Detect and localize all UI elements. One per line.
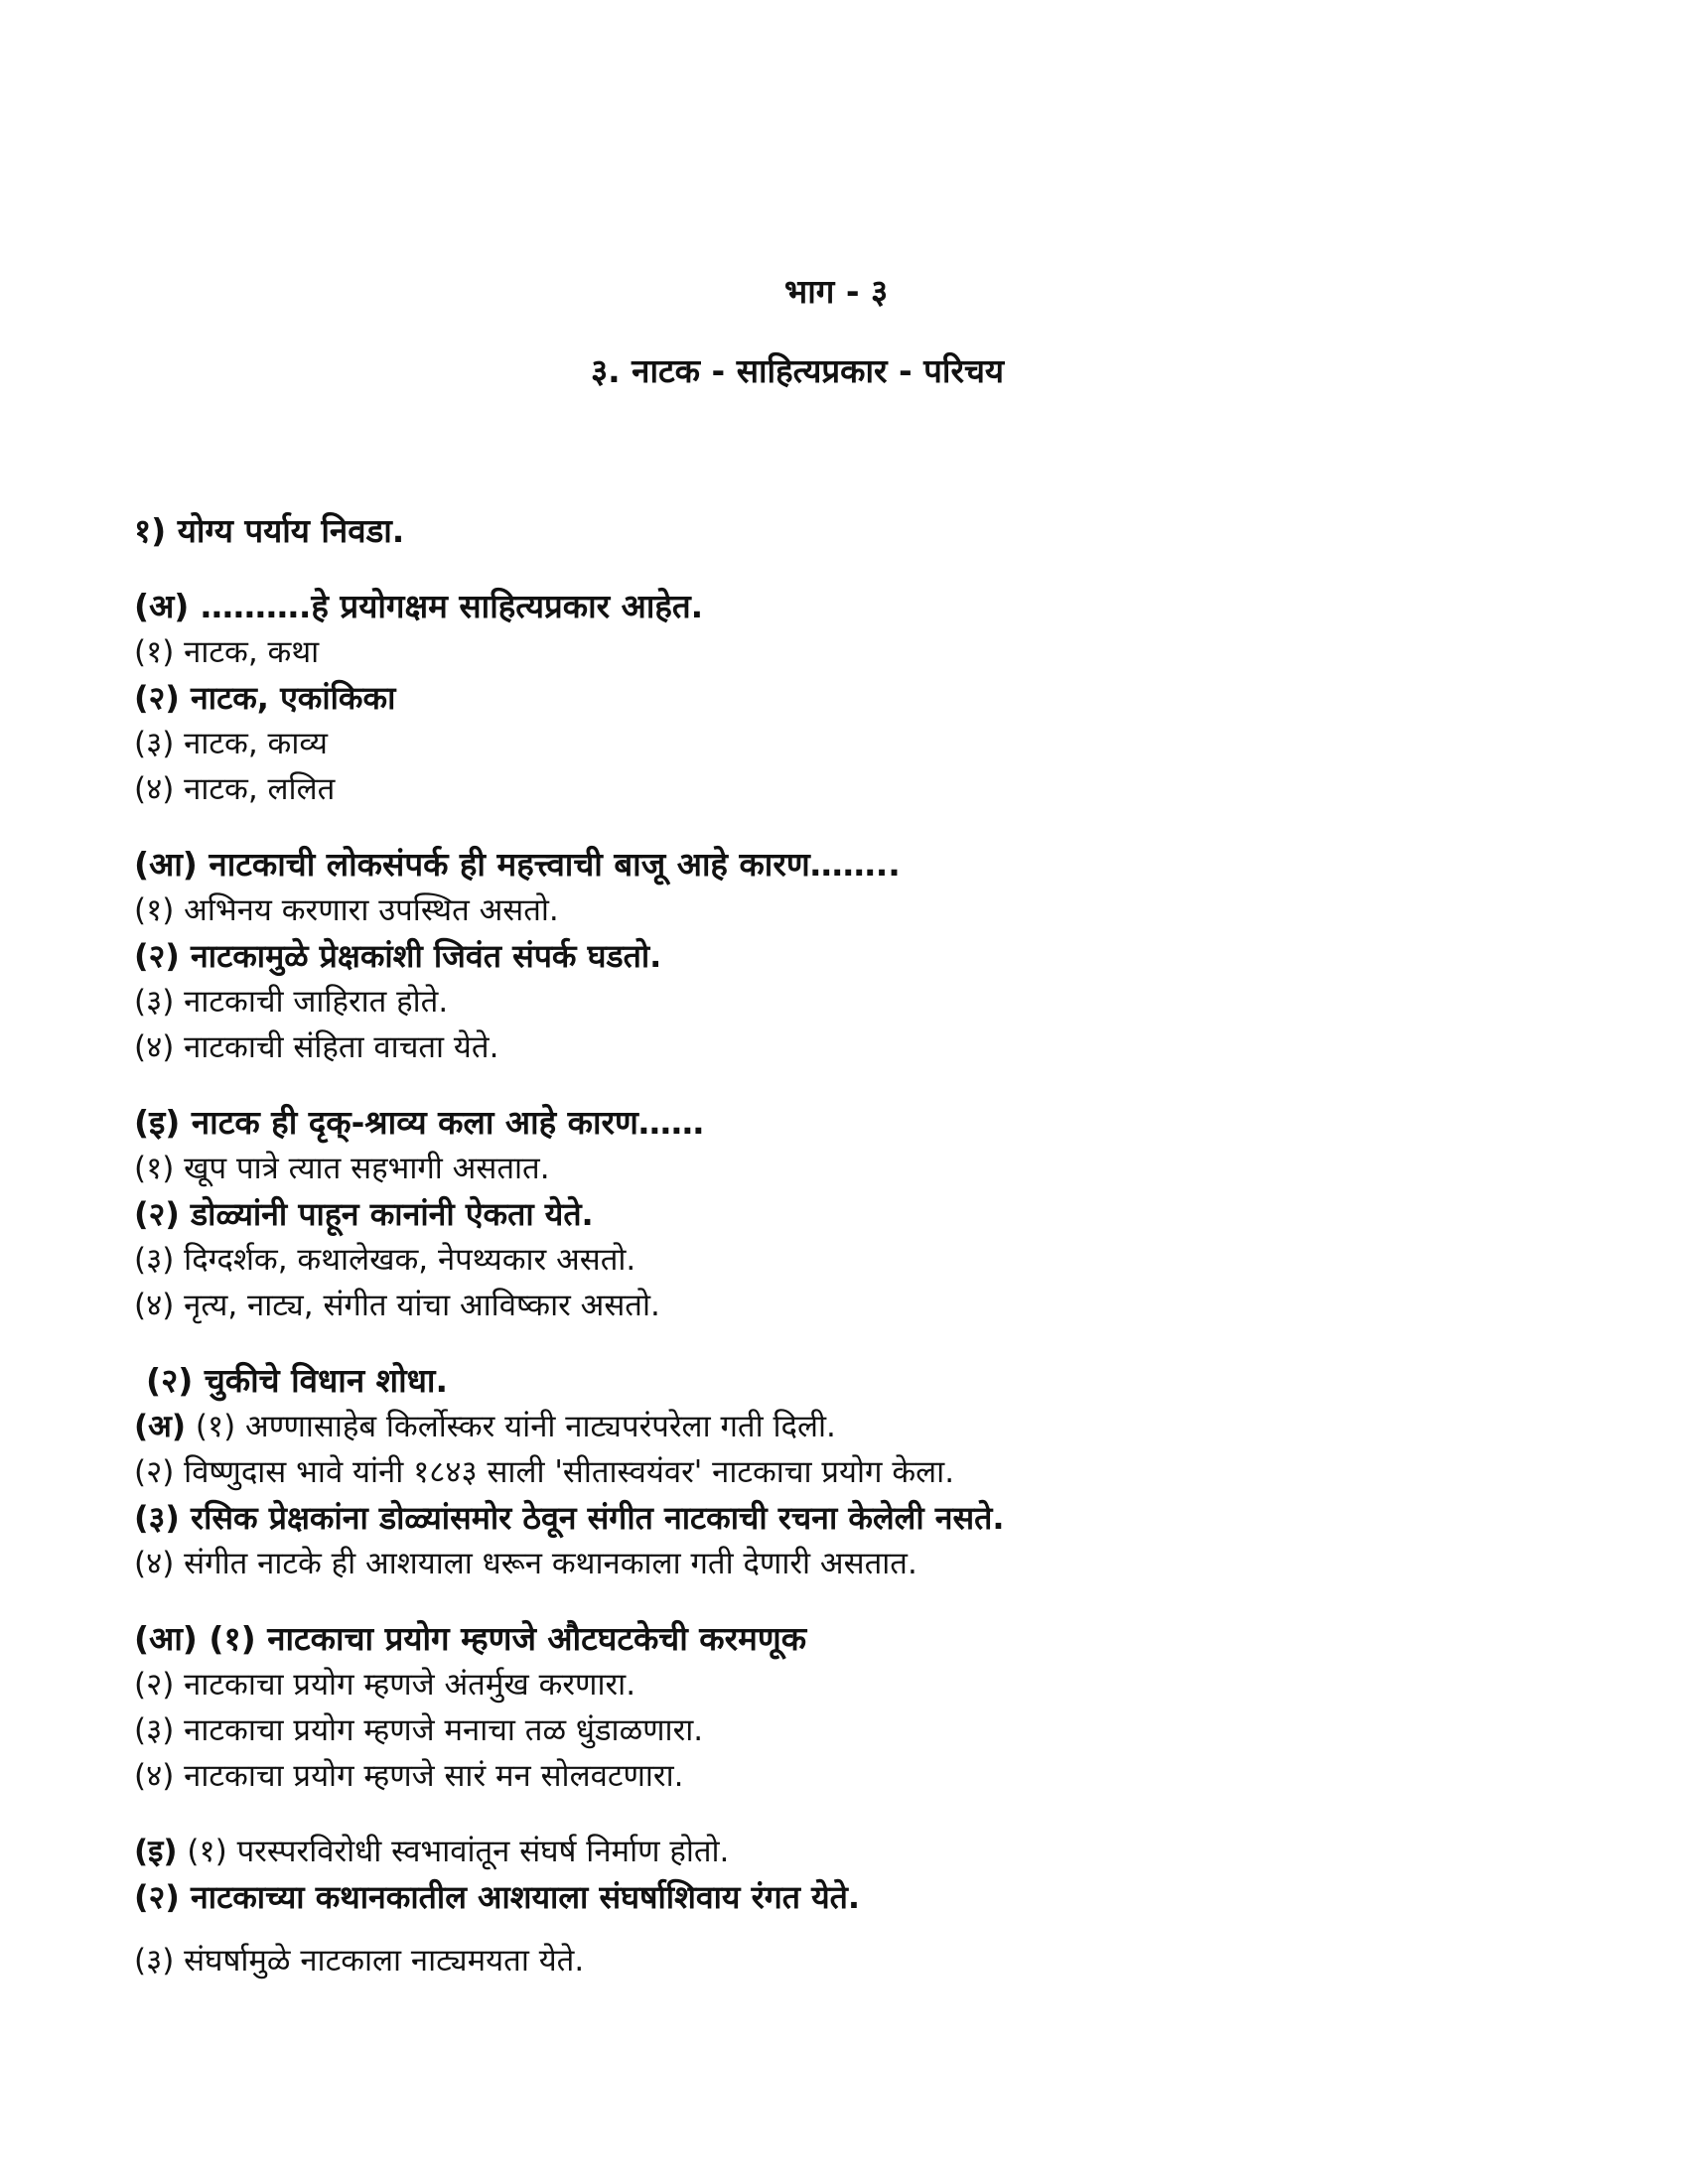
option: (४) नृत्य, नाट्य, संगीत यांचा आविष्कार असतो. (134, 1288, 660, 1323)
section1-heading: १) योग्य पर्याय निवडा. (134, 511, 405, 550)
cut-off-text: (३) संघर्षामुळे नाटकाला नाट्यमयता येते. (134, 1943, 585, 1979)
statement: (२) विष्णुदास भावे यांनी १८४३ साली 'सीतास्वयंवर' नाटकाचा प्रयोग केला. (134, 1454, 955, 1490)
cut-off-line (134, 1943, 1127, 1981)
option: (१) खूप पात्रे त्यात सहभागी असतात. (134, 1151, 550, 1186)
statement: (४) नाटकाचा प्रयोग म्हणजे सारं मन सोलवटणारा. (134, 1758, 684, 1794)
section2-heading: (२) चुकीचे विधान शोधा. (146, 1361, 449, 1400)
statement-e-1-text: (१) परस्परविरोधी स्वभावांतून संघर्ष निर्माण होतो. (177, 1834, 730, 1869)
question-aa: (आ) नाटकाची लोकसंपर्क ही महत्त्वाची बाजू आहे कारण…….. (134, 845, 901, 884)
chapter-title: ३. नाटक - साहित्यप्रकार - परिचय (591, 351, 1005, 390)
worksheet-body (134, 508, 1584, 1920)
correct-option: (२) नाटकामुळे प्रेक्षकांशी जिवंत संपर्क घडतो. (134, 937, 662, 975)
option: (३) नाटक, काव्य (134, 726, 328, 761)
statement-e-1 (134, 1829, 1584, 1874)
wrong-statement: (२) नाटकाच्या कथानकातील आशयाला संघर्षाशिवाय रंगत येते. (134, 1878, 861, 1916)
question-a: (अ) ……….हे प्रयोगक्षम साहित्यप्रकार आहेत. (134, 587, 704, 625)
correct-option: (२) नाटक, एकांकिका (134, 679, 396, 717)
correct-option: (२) डोळ्यांनी पाहून कानांनी ऐकता येते. (134, 1195, 594, 1233)
question-e: (इ) नाटक ही दृक्-श्राव्य कला आहे कारण…… (134, 1103, 704, 1142)
option: (४) नाटकाची संहिता वाचता येते. (134, 1029, 499, 1065)
option: (१) अभिनय करणारा उपस्थित असतो. (134, 892, 559, 928)
statement-a-1 (134, 1404, 1584, 1449)
statement-e-label: (इ) (134, 1834, 178, 1869)
part-title: भाग - ३ (784, 272, 889, 311)
wrong-statement: (३) रसिक प्रेक्षकांना डोळ्यांसमोर ठेवून संगीत नाटकाची रचना केलेली नसते. (134, 1499, 1005, 1537)
statement-a-label: (अ) (134, 1409, 187, 1444)
statement: (२) नाटकाचा प्रयोग म्हणजे अंतर्मुख करणारा. (134, 1667, 636, 1703)
statement-a-1-text: (१) अण्णासाहेब किर्लोस्कर यांनी नाट्यपरंपरेला गती दिली. (186, 1409, 836, 1444)
statement: (३) नाटकाचा प्रयोग म्हणजे मनाचा तळ धुंडाळणारा. (134, 1712, 704, 1748)
option: (३) दिग्दर्शक, कथालेखक, नेपथ्यकार असतो. (134, 1242, 636, 1278)
option: (४) नाटक, ललित (134, 771, 336, 807)
option: (३) नाटकाची जाहिरात होते. (134, 984, 449, 1020)
option: (१) नाटक, कथा (134, 634, 320, 670)
statement: (४) संगीत नाटके ही आशयाला धरून कथानकाला गती देणारी असतात. (134, 1546, 917, 1581)
statement-aa-1: (आ) (१) नाटकाचा प्रयोग म्हणजे औटघटकेची करमणूक (134, 1619, 807, 1658)
